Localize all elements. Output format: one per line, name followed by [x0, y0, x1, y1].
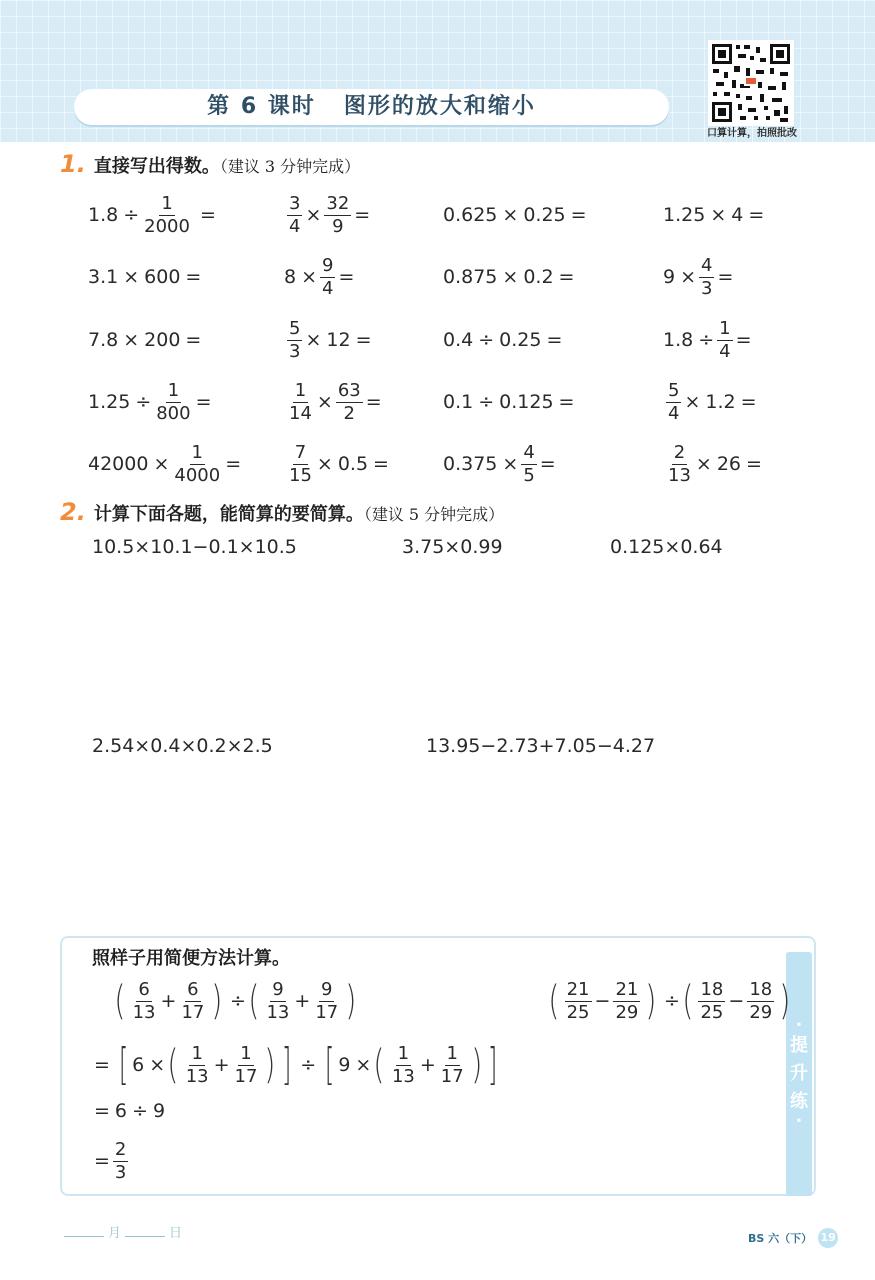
problem-5-4: $\frac{2}{13}$ × 26 =: [668, 441, 762, 486]
side-tab-char-1: 提: [790, 1035, 808, 1056]
problem-1-3: 0.625 × 0.25 =: [443, 204, 587, 226]
problem-5-1: 42000 × $\frac{1}{4000}$ =: [88, 441, 242, 486]
example-line-2: = [ 6 × ( $\frac{1}{13}$ + $\frac{1}{17}$ ) ] ÷ [ 9 × ( $\frac{1}{13}$ + $\frac{1}{17}$ ) ]: [94, 1039, 498, 1090]
lesson-label: 第 6 课时: [207, 94, 316, 119]
section2-note: （建议 5 分钟完成）: [363, 505, 505, 524]
problem-4-3: 0.1 ÷ 0.125 =: [443, 391, 575, 413]
qr-code-icon: [710, 42, 792, 124]
problem-3-2: $\frac{5}{3}$ × 12 =: [289, 317, 372, 362]
day-label: 日: [169, 1226, 183, 1241]
calc-problem-5: 13.95−2.73+7.05−4.27: [426, 735, 656, 757]
problem-2-1: 3.1 × 600 =: [88, 266, 202, 288]
side-tab-char-2: 升: [790, 1063, 808, 1084]
problem-1-1: 1.8 ÷ $\frac{1}{2000}$ =: [88, 192, 216, 237]
example-line-3: = 6 ÷ 9: [94, 1100, 166, 1122]
section1-heading: [60, 150, 360, 178]
example-heading: 照样子用简便方法计算。: [92, 948, 290, 969]
date-field[interactable]: [60, 1222, 182, 1241]
calc-problem-3: 0.125×0.64: [610, 536, 723, 558]
page-title: [74, 89, 669, 125]
problem-1-2: $\frac{3}{4}$ × $\frac{32}{9}$ =: [289, 192, 371, 237]
problem-3-4: 1.8 ÷ $\frac{1}{4}$ =: [663, 317, 752, 362]
example-line-1: ( $\frac{6}{13}$ + $\frac{6}{17}$ ) ÷ ( $\frac{9}{13}$ + $\frac{9}{17}$ ): [114, 978, 357, 1024]
problem-4-1: 1.25 ÷ $\frac{1}{800}$ =: [88, 379, 212, 424]
problem-5-3: 0.375 × $\frac{4}{5}$ =: [443, 441, 556, 486]
calc-problem-1: 10.5×10.1−0.1×10.5: [92, 536, 297, 558]
qr-code[interactable]: [708, 40, 794, 126]
page-number: 19: [818, 1228, 838, 1248]
calc-problem-2: 3.75×0.99: [402, 536, 503, 558]
section1-number: 1.: [60, 150, 86, 178]
problem-3-1: 7.8 × 200 =: [88, 329, 202, 351]
problem-4-4: $\frac{5}{4}$ × 1.2 =: [668, 379, 757, 424]
problem-1-4: 1.25 × 4 =: [663, 204, 765, 226]
problem-2-4: 9 × $\frac{4}{3}$ =: [663, 254, 734, 299]
book-label: [748, 1228, 838, 1248]
section2-number: 2.: [60, 498, 86, 526]
problem-2-3: 0.875 × 0.2 =: [443, 266, 575, 288]
month-label: 月: [108, 1226, 122, 1241]
problem-2-2: 8 × $\frac{9}{4}$ =: [284, 254, 355, 299]
lesson-title: 图形的放大和缩小: [343, 94, 536, 119]
section1-note: （建议 3 分钟完成）: [219, 157, 361, 176]
example-line-4: = $\frac{2}{3}$: [94, 1138, 127, 1183]
problem-3-3: 0.4 ÷ 0.25 =: [443, 329, 563, 351]
book-edition: BS 六（下）: [748, 1232, 813, 1245]
problem-5-2: $\frac{7}{15}$ × 0.5 =: [289, 441, 389, 486]
qr-caption: 口算计算，拍照批改: [707, 128, 797, 139]
section2-title: 计算下面各题，能简算的要简算。: [93, 504, 364, 525]
side-tab-char-3: 练: [790, 1091, 808, 1112]
problem-4-2: $\frac{1}{14}$ × $\frac{63}{2}$ =: [289, 379, 382, 424]
side-tab-label: • 提 升 练 •: [786, 952, 812, 1196]
section1-title: 直接写出得数。: [93, 156, 220, 177]
section2-heading: [60, 498, 504, 526]
exercise-line: ( $\frac{21}{25}$ − $\frac{21}{29}$ ) ÷ ( $\frac{18}{25}$ − $\frac{18}{29}$ ): [548, 978, 791, 1024]
calc-problem-4: 2.54×0.4×0.2×2.5: [92, 735, 273, 757]
